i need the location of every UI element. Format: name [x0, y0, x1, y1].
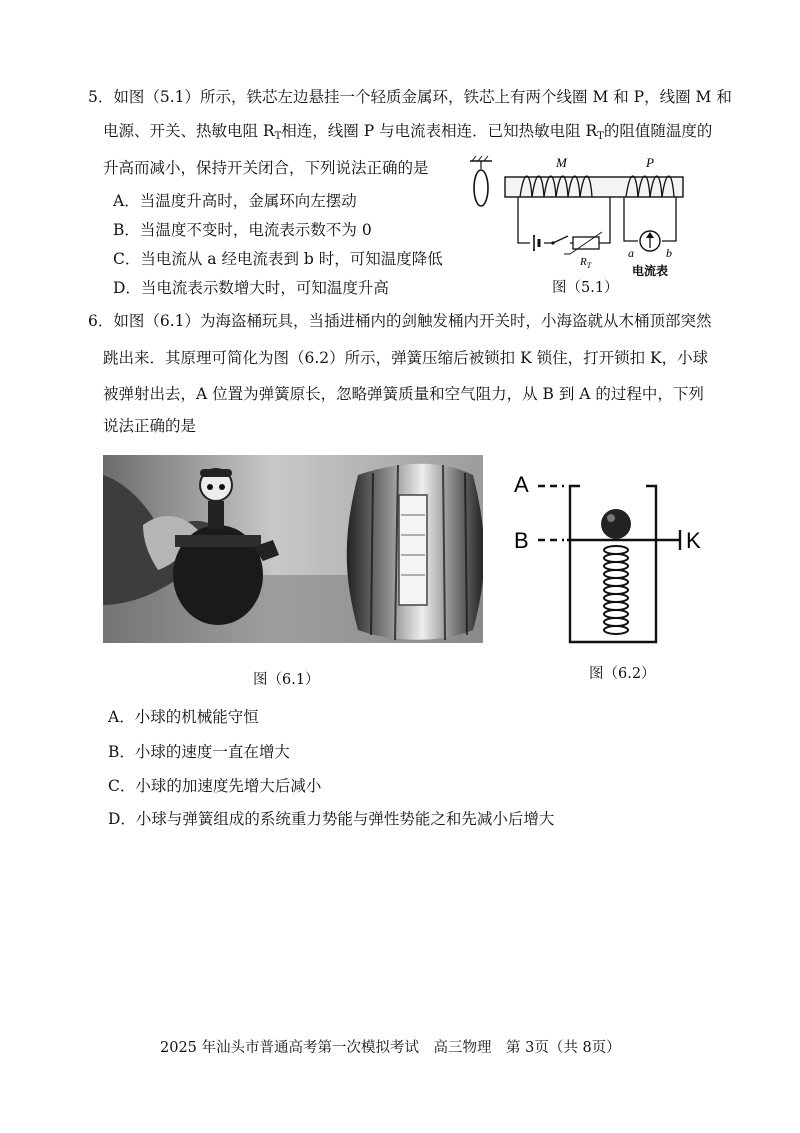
- q6-line-3: 被弹射出去，A 位置为弹簧原长，忽略弹簧质量和空气阻力，从 B 到 A 的过程中，下列: [103, 385, 704, 403]
- q6-line-4: 说法正确的是: [103, 417, 197, 435]
- label-m: M: [556, 155, 567, 170]
- spring: [604, 546, 628, 634]
- q5-line-1: 5．如图（5.1）所示，铁芯左边悬挂一个轻质金属环，铁芯上有两个线圈 M 和 P，线圈 M 和: [88, 88, 732, 106]
- q5-line-3: 升高而减小，保持开关闭合，下列说法正确的是: [103, 159, 429, 177]
- figure-6-2-caption: 图（6.2）: [589, 666, 656, 682]
- q6-option-a: A．小球的机械能守恒: [108, 708, 259, 726]
- q5-option-a: A．当温度升高时，金属环向左摆动: [113, 192, 357, 210]
- label-a: a: [628, 246, 634, 260]
- figure-6-1-photo: [103, 455, 483, 643]
- figure-6-2-spring-diagram: [512, 470, 712, 650]
- label-rt: $R_T$: [580, 256, 592, 270]
- q6-option-d: D．小球与弹簧组成的系统重力势能与弹性势能之和先减小后增大: [108, 810, 555, 828]
- figure-5-1-caption: 图（5.1）: [552, 280, 619, 296]
- q5-option-d: D．当电流表示数增大时，可知温度升高: [113, 279, 389, 297]
- label-b: b: [666, 246, 672, 260]
- q5-option-c: C．当电流从 a 经电流表到 b 时，可知温度降低: [113, 250, 443, 268]
- q6-option-c: C．小球的加速度先增大后减小: [108, 777, 322, 795]
- page-footer: 2025 年汕头市普通高考第一次模拟考试 高三物理 第 3页（共 8页）: [160, 1040, 621, 1056]
- label-position-b: B: [514, 528, 529, 553]
- q6-option-b: B．小球的速度一直在增大: [108, 743, 290, 761]
- figure-6-1-caption: 图（6.1）: [253, 672, 320, 688]
- ammeter-label: 电流表: [632, 264, 669, 278]
- pirate-barrel-photo: [103, 455, 483, 643]
- label-p: P: [646, 155, 654, 170]
- metal-ring: [474, 170, 488, 206]
- label-lock-k: K: [686, 528, 701, 553]
- q6-line-1: 6．如图（6.1）为海盗桶玩具，当插进桶内的剑触发桶内开关时，小海盗就从木桶顶部突然: [88, 312, 712, 330]
- q6-line-2: 跳出来．其原理可简化为图（6.2）所示，弹簧压缩后被锁扣 K 锁住，打开锁扣 K，小球: [103, 349, 709, 367]
- label-position-a: A: [514, 472, 529, 497]
- q5-line-2: 电源、开关、热敏电阻 $R_T$相连，线圈 P 与电流表相连．已知热敏电阻 $R_T$的阻值随温度的: [103, 122, 713, 142]
- ball: [601, 509, 631, 539]
- q5-option-b: B．当温度不变时，电流表示数不为 0: [113, 221, 372, 239]
